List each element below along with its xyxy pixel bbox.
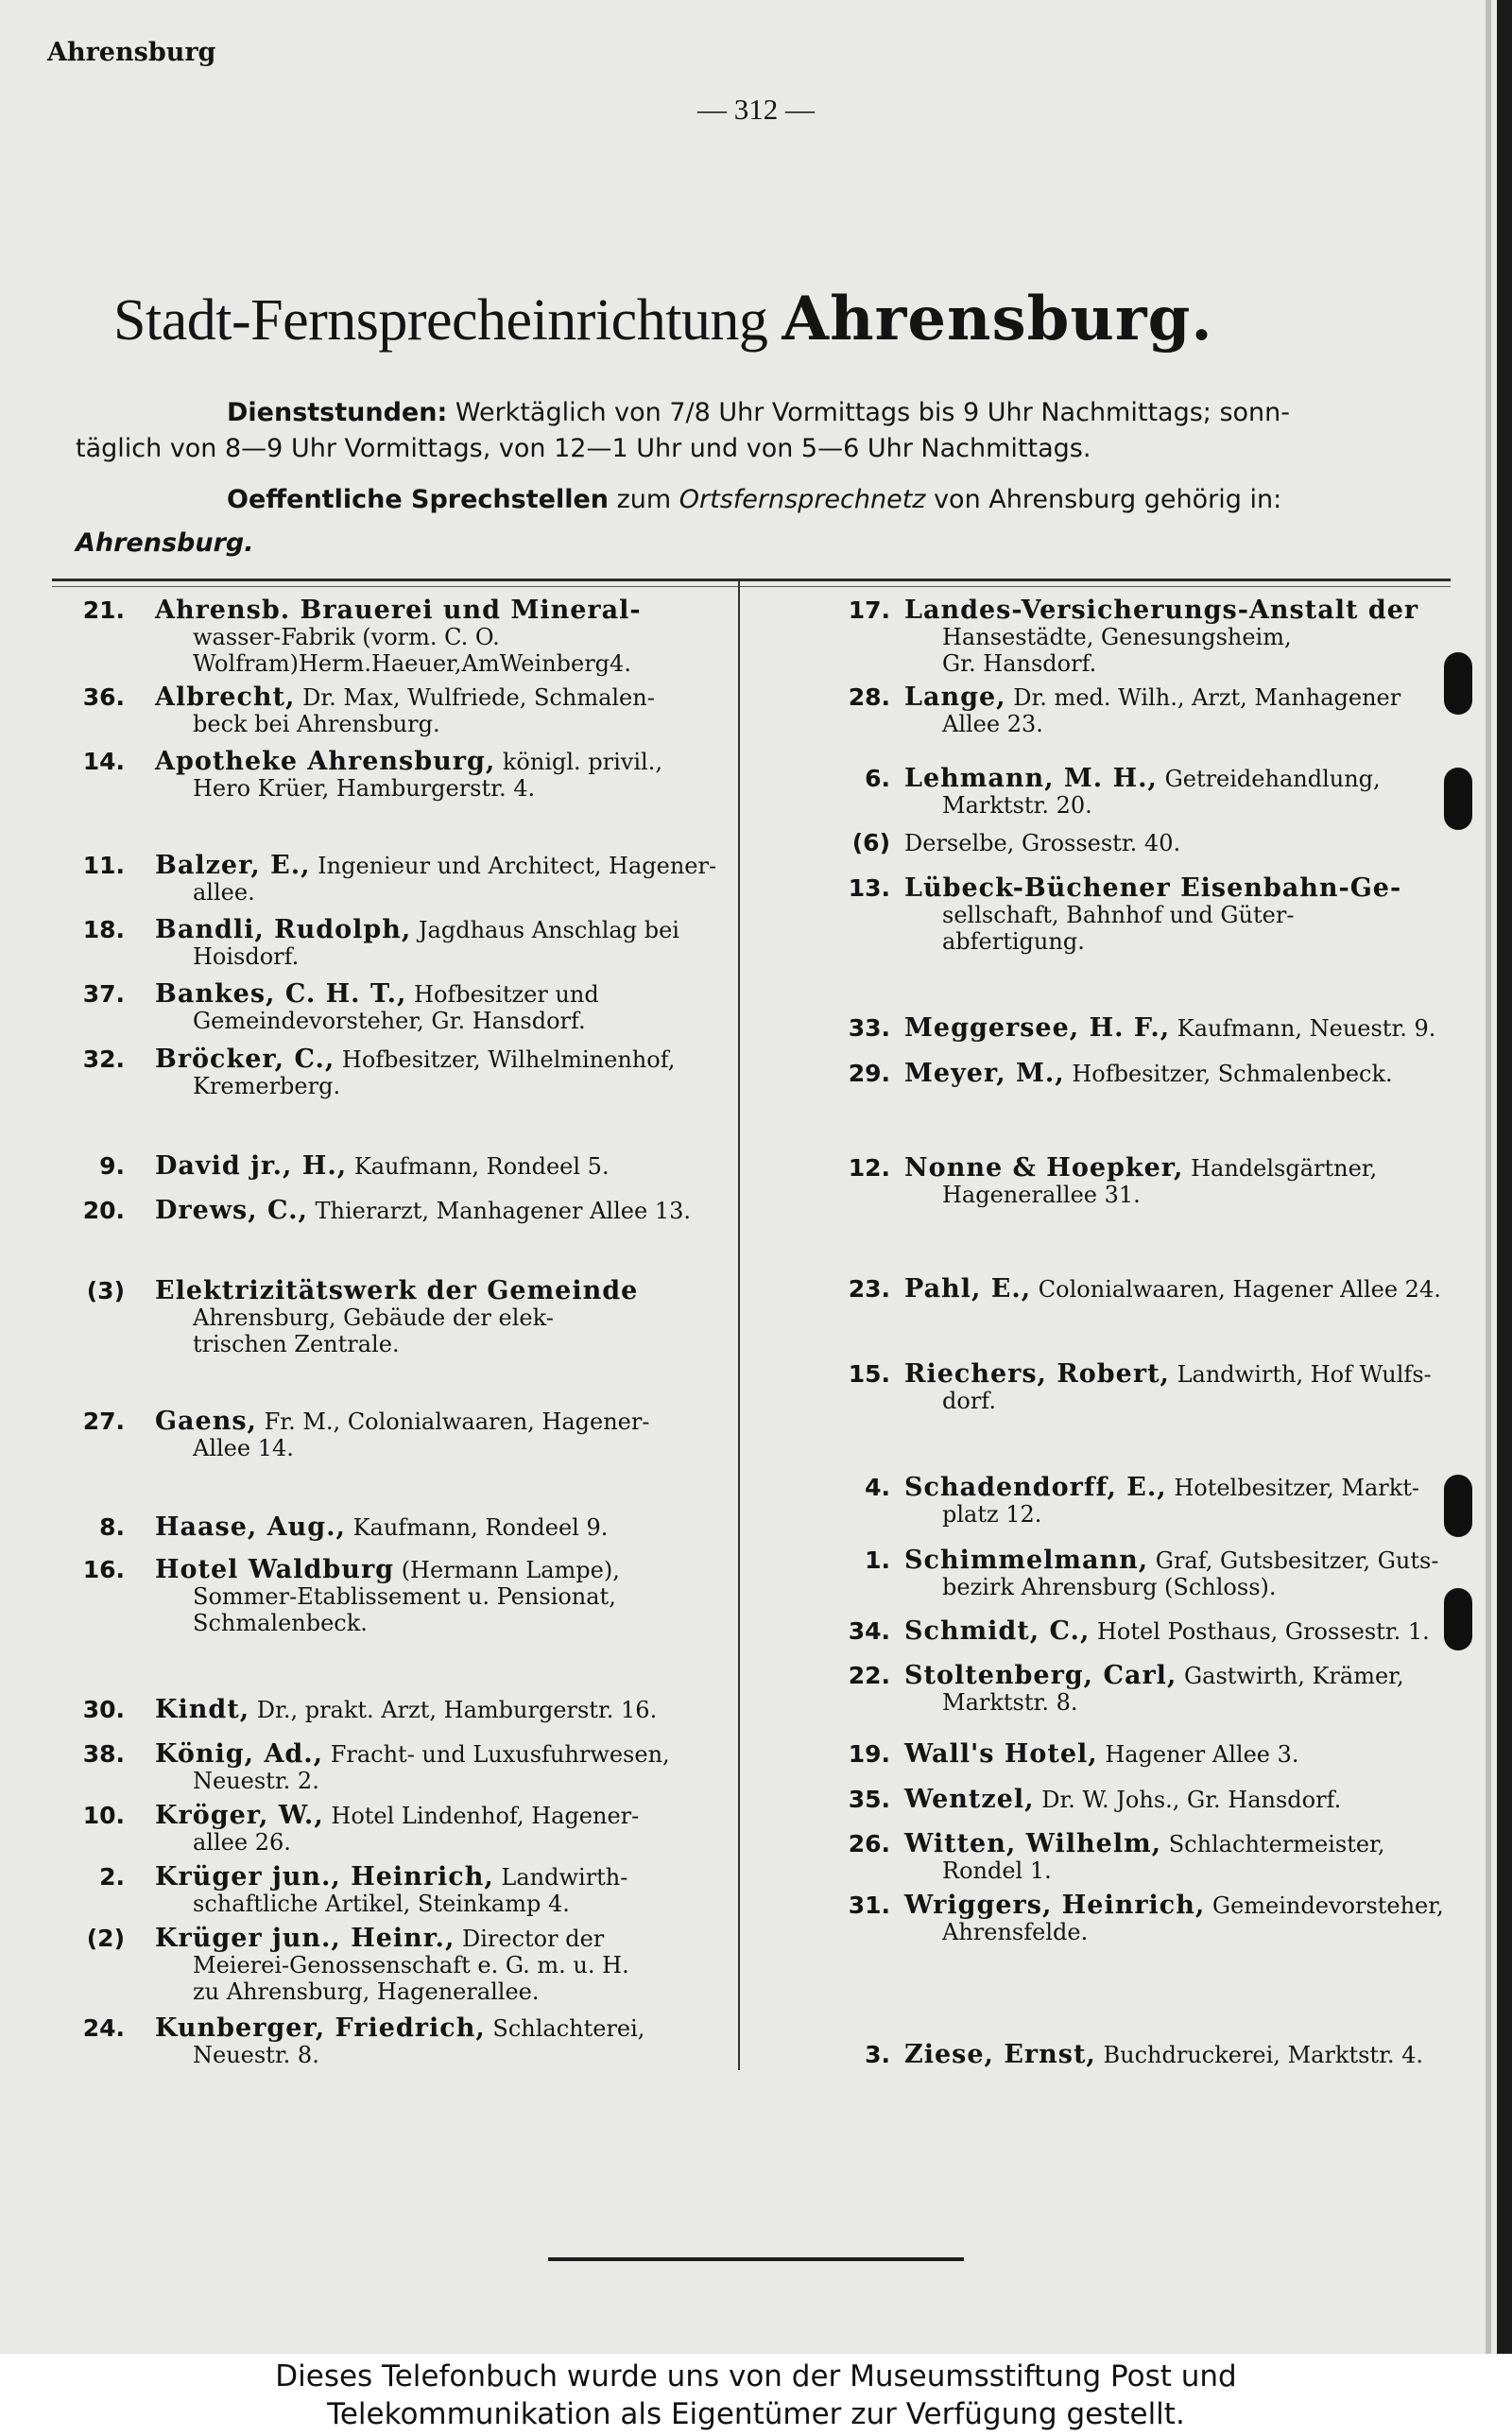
entry-continuation: Marktstr. 8.: [942, 1689, 1078, 1716]
entry-number: 9.: [99, 1152, 125, 1180]
entry-number: 34.: [848, 1617, 890, 1645]
entry-continuation: allee.: [193, 879, 255, 906]
entry-text: [155, 1153, 758, 1180]
entry-continuation: Neuestr. 8.: [193, 2042, 319, 2068]
entry-name: Ziese, Ernst,: [904, 2040, 1096, 2069]
entry-details: Dr. Max, Wulfriede, Schmalen-: [302, 684, 655, 711]
entry-continuation: Hero Krüer, Hamburgerstr. 4.: [193, 775, 536, 802]
entry-name: Meggersee, H. F.,: [904, 1013, 1171, 1043]
entry-continuation: Kremerberg.: [193, 1073, 341, 1099]
public-stations-net: Ortsfernsprechnetz: [679, 485, 926, 514]
title-regular: Stadt-Fernsprecheinrichtung: [113, 288, 768, 353]
entry-number: 24.: [82, 2014, 125, 2042]
public-stations-line: [76, 482, 1436, 518]
page-number: — 312 —: [697, 93, 815, 126]
entry-number: (2): [86, 1925, 125, 1952]
entry-details: Kaufmann, Rondeel 9.: [352, 1514, 609, 1541]
binding-hole: [1444, 652, 1472, 715]
entry-details: Hofbesitzer und: [414, 981, 599, 1008]
entry-details: königl. privil.,: [502, 749, 662, 775]
entry-text: [904, 1155, 1467, 1208]
entry-number: 29.: [848, 1060, 890, 1087]
entry-number: 32.: [82, 1045, 125, 1073]
service-hours-line2: [76, 431, 1436, 467]
entry-text: [904, 766, 1467, 819]
entry-continuation: dorf.: [942, 1388, 996, 1414]
entry-text: [155, 1278, 758, 1357]
entry-name: Bröcker, C.,: [155, 1045, 335, 1074]
binding-hole: [1444, 1588, 1472, 1650]
entry-details: Schlachterei,: [492, 2015, 645, 2042]
entry-text: [904, 1015, 1467, 1042]
entry-continuation: trischen Zentrale.: [193, 1331, 400, 1357]
entry-text: [904, 830, 1467, 856]
entry-continuation: Schmalenbeck.: [193, 1610, 368, 1636]
entry-number: 1.: [865, 1546, 890, 1574]
entry-number: 35.: [848, 1786, 890, 1813]
binding-hole: [1444, 768, 1472, 830]
entry-continuation: Wolfram)Herm.Haeuer,AmWeinberg4.: [193, 650, 631, 677]
entry-number: 13.: [848, 874, 890, 902]
entry-name: Wriggers, Heinrich,: [904, 1891, 1206, 1920]
entry-text: [904, 2042, 1467, 2068]
entry-number: (6): [851, 829, 890, 856]
entry-name: König, Ad.,: [155, 1739, 324, 1769]
entry-number: 33.: [848, 1014, 890, 1042]
entry-text: [155, 1514, 758, 1541]
entry-name: Krüger jun., Heinr.,: [155, 1924, 455, 1953]
entry-details: Derselbe, Grossestr. 40.: [904, 830, 1181, 856]
entry-number: 22.: [848, 1662, 890, 1689]
entry-number: 4.: [865, 1474, 890, 1501]
entry-continuation: zu Ahrensburg, Hagenerallee.: [193, 1978, 540, 2005]
entry-number: 18.: [82, 916, 125, 943]
place-name: Ahrensburg.: [76, 528, 254, 558]
entry-number: 6.: [865, 765, 890, 792]
page-edge: [1497, 0, 1512, 2354]
entry-continuation: beck bei Ahrensburg.: [193, 711, 440, 737]
entry-number: 10.: [82, 1802, 125, 1829]
entry-name: Drews, C.,: [155, 1196, 308, 1225]
entry-text: [155, 981, 758, 1034]
entry-continuation: Allee 14.: [193, 1435, 294, 1461]
running-head: Ahrensburg: [47, 38, 216, 67]
entry-number: 8.: [99, 1513, 125, 1541]
entry-name: Krüger jun., Heinrich,: [155, 1862, 494, 1892]
service-hours-text2: täglich von 8—9 Uhr Vormittags, von 12—1 Uhr und von 5—6 Uhr Nachmittags.: [76, 434, 1091, 463]
entry-number: 27.: [82, 1408, 125, 1435]
entry-details: Gastwirth, Krämer,: [1183, 1663, 1404, 1689]
entry-text: [904, 1547, 1467, 1600]
page-edge-shadow: [1486, 0, 1491, 2354]
service-hours-label: Dienststunden:: [227, 398, 448, 427]
entry-continuation: Marktstr. 20.: [942, 792, 1092, 819]
entry-number: 16.: [82, 1556, 125, 1583]
entry-number: 2.: [99, 1863, 125, 1891]
entry-number: 20.: [82, 1197, 125, 1224]
entry-text: [904, 1892, 1467, 1945]
public-stations-end: von Ahrensburg gehörig in:: [934, 485, 1282, 514]
entry-name: Hotel Waldburg: [155, 1555, 395, 1584]
entry-name: Schmidt, C.,: [904, 1616, 1091, 1646]
entry-name: Lehmann, M. H.,: [904, 764, 1158, 793]
entry-continuation: abfertigung.: [942, 928, 1085, 955]
service-hours-text1: Werktäglich von 7/8 Uhr Vormittags bis 9 Uhr Nachmittags; sonn-: [455, 398, 1291, 427]
entry-details: Kaufmann, Neuestr. 9.: [1177, 1015, 1436, 1042]
entry-details: (Hermann Lampe),: [401, 1557, 620, 1583]
entry-details: Hofbesitzer, Schmalenbeck.: [1072, 1061, 1393, 1087]
entry-details: Hotel Posthaus, Grossestr. 1.: [1097, 1618, 1430, 1645]
entry-name: Kindt,: [155, 1695, 250, 1724]
entry-details: Handelsgärtner,: [1191, 1155, 1378, 1182]
entry-name: Schimmelmann,: [904, 1546, 1149, 1575]
entry-number: 17.: [848, 596, 890, 624]
entry-number: 26.: [848, 1830, 890, 1857]
entry-name: Nonne & Hoepker,: [904, 1153, 1184, 1183]
public-stations-mid: zum: [616, 485, 672, 514]
entry-number: 23.: [848, 1275, 890, 1303]
bleed-through-text: [1049, 38, 1055, 62]
entry-text: [904, 1361, 1467, 1414]
entry-details: Hagener Allee 3.: [1105, 1741, 1299, 1768]
footer-line2: Telekommunikation als Eigentümer zur Verfügung gestellt.: [327, 2397, 1185, 2431]
entry-text: [904, 1741, 1467, 1768]
entry-text: [155, 1697, 758, 1723]
entry-text: [155, 853, 758, 906]
entry-details: Fracht- und Luxusfuhrwesen,: [330, 1741, 670, 1768]
entry-text: [155, 1803, 758, 1856]
entry-name: Lübeck-Büchener Eisenbahn-Ge-: [904, 873, 1402, 903]
entry-number: 11.: [82, 852, 125, 879]
entry-continuation: Ahrensburg, Gebäude der elek-: [193, 1304, 554, 1331]
entry-text: [155, 684, 758, 737]
entry-details: Director der: [462, 1926, 605, 1952]
entry-details: Dr., prakt. Arzt, Hamburgerstr. 16.: [256, 1697, 658, 1723]
entry-name: Elektrizitätswerk der Gemeinde: [155, 1276, 639, 1305]
entry-text: [155, 1864, 758, 1917]
entry-name: Meyer, M.,: [904, 1059, 1065, 1088]
entry-name: Wentzel,: [904, 1785, 1035, 1814]
entry-name: Albrecht,: [155, 682, 296, 712]
entry-details: Jagdhaus Anschlag bei: [418, 917, 679, 943]
entry-name: Riechers, Robert,: [904, 1359, 1170, 1389]
entry-number: (3): [86, 1277, 125, 1304]
entry-text: [155, 1557, 758, 1636]
entry-number: 21.: [82, 596, 125, 624]
footer-line1: Dieses Telefonbuch wurde uns von der Museumsstiftung Post und: [275, 2359, 1237, 2393]
entry-details: Landwirth, Hof Wulfs-: [1177, 1361, 1432, 1388]
entry-name: Haase, Aug.,: [155, 1512, 346, 1542]
entry-details: Fr. M., Colonialwaaren, Hagener-: [264, 1408, 650, 1435]
header-rule-thin: [52, 586, 1451, 587]
entry-text: [155, 1926, 758, 2005]
entry-name: Schadendorff, E.,: [904, 1473, 1167, 1502]
entry-continuation: platz 12.: [942, 1501, 1042, 1528]
entry-text: [904, 1831, 1467, 1884]
entry-text: [904, 1475, 1467, 1528]
entry-text: [904, 1061, 1467, 1087]
place-line: [76, 526, 1436, 561]
entry-details: Ingenieur und Architect, Hagener-: [318, 853, 717, 879]
entry-details: Schlachtermeister,: [1168, 1831, 1385, 1857]
entry-number: 31.: [848, 1892, 890, 1919]
entry-number: 14.: [82, 748, 125, 775]
entry-number: 15.: [848, 1360, 890, 1388]
entry-details: Buchdruckerei, Marktstr. 4.: [1103, 2042, 1424, 2068]
entry-details: Dr. med. Wilh., Arzt, Manhagener: [1013, 684, 1401, 711]
page-title: [113, 284, 1213, 354]
entry-text: [155, 2015, 758, 2068]
entry-details: Thierarzt, Manhagener Allee 13.: [315, 1198, 691, 1224]
entry-continuation: Sommer-Etablissement u. Pensionat,: [193, 1583, 616, 1610]
entry-text: [904, 1663, 1467, 1716]
entry-details: Hofbesitzer, Wilhelminenhof,: [341, 1046, 676, 1073]
entry-number: 3.: [865, 2041, 890, 2068]
entry-continuation: Gr. Hansdorf.: [942, 650, 1097, 677]
end-rule: [548, 2257, 964, 2261]
entry-continuation: Hansestädte, Genesungsheim,: [942, 624, 1292, 650]
service-hours-line1: [76, 395, 1436, 431]
entry-text: [155, 597, 758, 677]
entry-number: 30.: [82, 1696, 125, 1723]
public-stations-label: Oeffentliche Sprechstellen: [227, 485, 609, 514]
entry-name: Kröger, W.,: [155, 1801, 324, 1830]
header-rule: [52, 579, 1451, 581]
entry-name: Gaens,: [155, 1407, 257, 1436]
entry-details: Gemeindevorsteher,: [1211, 1892, 1444, 1919]
entry-name: Wall's Hotel,: [904, 1739, 1098, 1769]
entry-name: Kunberger, Friedrich,: [155, 2013, 486, 2043]
entry-continuation: Neuestr. 2.: [193, 1768, 319, 1794]
entry-name: Balzer, E.,: [155, 851, 311, 880]
entry-name: Bandli, Rudolph,: [155, 915, 412, 944]
title-bold: Ahrensburg.: [782, 284, 1213, 354]
entry-details: Getreidehandlung,: [1164, 766, 1381, 792]
entry-continuation: wasser-Fabrik (vorm. C. O.: [193, 624, 500, 650]
entry-details: Landwirth-: [501, 1864, 628, 1891]
binding-hole: [1444, 1475, 1472, 1537]
footer-notice: [0, 2354, 1512, 2436]
entry-name: Witten, Wilhelm,: [904, 1829, 1162, 1858]
entry-number: 36.: [82, 683, 125, 711]
entry-details: Colonialwaaren, Hagener Allee 24.: [1038, 1276, 1441, 1303]
entry-continuation: Allee 23.: [942, 711, 1043, 737]
entry-name: Pahl, E.,: [904, 1274, 1032, 1304]
entry-continuation: Gemeindevorsteher, Gr. Hansdorf.: [193, 1008, 586, 1034]
entry-continuation: sellschaft, Bahnhof und Güter-: [942, 902, 1295, 928]
entry-number: 37.: [82, 980, 125, 1008]
entry-continuation: Meierei-Genossenschaft e. G. m. u. H.: [193, 1952, 629, 1978]
entry-name: Landes-Versicherungs-Anstalt der: [904, 596, 1419, 625]
entry-text: [155, 1198, 758, 1224]
entry-name: Apotheke Ahrensburg,: [155, 747, 496, 776]
entry-text: [904, 1618, 1467, 1645]
entry-text: [155, 1741, 758, 1794]
entry-text: [904, 1276, 1467, 1303]
entry-continuation: bezirk Ahrensburg (Schloss).: [942, 1574, 1277, 1600]
entry-continuation: Ahrensfelde.: [942, 1919, 1089, 1945]
entry-continuation: Rondel 1.: [942, 1857, 1052, 1884]
entry-text: [155, 1408, 758, 1461]
entry-details: Dr. W. Johs., Gr. Hansdorf.: [1041, 1787, 1342, 1813]
entry-continuation: allee 26.: [193, 1829, 291, 1856]
entry-number: 12.: [848, 1154, 890, 1182]
entry-number: 28.: [848, 683, 890, 711]
entry-details: Kaufmann, Rondeel 5.: [353, 1153, 610, 1180]
entry-details: Graf, Gutsbesitzer, Guts-: [1155, 1547, 1439, 1574]
entry-number: 38.: [82, 1740, 125, 1768]
entry-name: Stoltenberg, Carl,: [904, 1661, 1177, 1690]
entry-name: Ahrensb. Brauerei und Mineral-: [155, 596, 642, 625]
entry-continuation: Hagenerallee 31.: [942, 1182, 1141, 1208]
entry-text: [904, 684, 1467, 737]
entry-text: [155, 1046, 758, 1099]
entry-details: Hotel Lindenhof, Hagener-: [331, 1803, 640, 1829]
entry-number: 19.: [848, 1740, 890, 1768]
entry-text: [155, 749, 758, 802]
entry-name: Bankes, C. H. T.,: [155, 979, 407, 1009]
entry-name: Lange,: [904, 682, 1006, 712]
entry-continuation: Hoisdorf.: [193, 943, 300, 970]
entry-continuation: schaftliche Artikel, Steinkamp 4.: [193, 1891, 570, 1917]
entry-details: Hotelbesitzer, Markt-: [1174, 1475, 1420, 1501]
entry-text: [904, 875, 1467, 955]
entry-name: David jr., H.,: [155, 1151, 348, 1181]
entry-text: [904, 1787, 1467, 1813]
entry-text: [904, 597, 1467, 677]
entry-text: [155, 917, 758, 970]
